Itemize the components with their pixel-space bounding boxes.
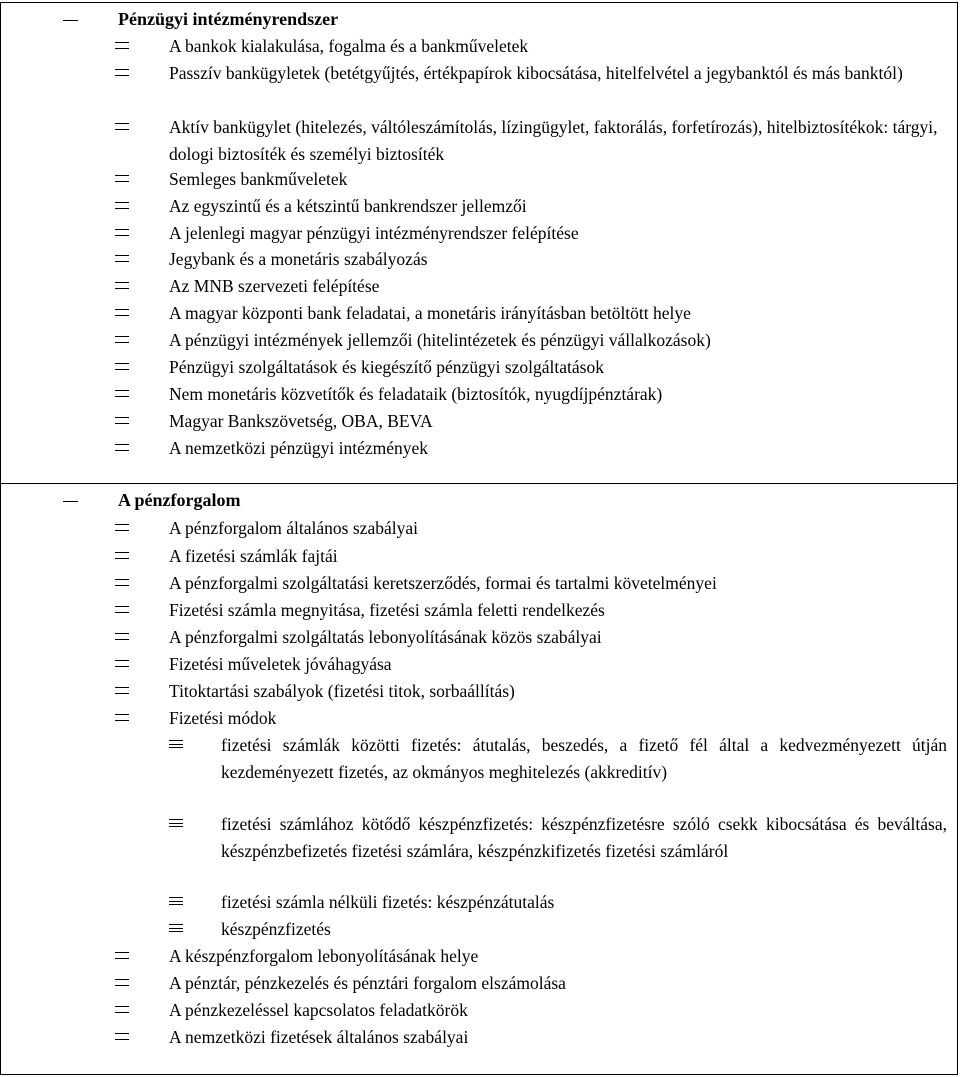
equals-bullet-icon — [115, 408, 129, 424]
equals-bullet-icon — [115, 220, 129, 236]
section-title: Pénzügyi intézményrendszer — [118, 9, 339, 29]
equals-bullet-icon — [115, 193, 129, 209]
equals-bullet-icon — [115, 166, 129, 182]
equals-bullet-icon — [115, 515, 129, 531]
equals-bullet-icon — [115, 246, 129, 262]
equals-bullet-icon — [115, 997, 129, 1013]
equals-bullet-icon — [115, 651, 129, 667]
triple-bar-bullet-icon — [169, 811, 183, 827]
equals-bullet-icon — [115, 543, 129, 559]
equals-bullet-icon — [115, 624, 129, 640]
equals-bullet-icon — [115, 60, 129, 76]
triple-bar-bullet-icon — [169, 889, 183, 905]
equals-bullet-icon — [115, 354, 129, 370]
equals-bullet-icon — [115, 943, 129, 959]
equals-bullet-icon — [115, 327, 129, 343]
equals-bullet-icon — [115, 705, 129, 721]
equals-bullet-icon — [115, 435, 129, 451]
equals-bullet-icon — [115, 300, 129, 316]
triple-bar-bullet-icon — [169, 732, 183, 748]
equals-bullet-icon — [115, 970, 129, 986]
dash-bullet-icon — [63, 501, 78, 502]
section-title: A pénzforgalom — [118, 490, 241, 510]
equals-bullet-icon — [115, 33, 129, 49]
equals-bullet-icon — [115, 1024, 129, 1040]
triple-bar-bullet-icon — [169, 916, 183, 932]
equals-bullet-icon — [115, 273, 129, 289]
equals-bullet-icon — [115, 381, 129, 397]
equals-bullet-icon — [115, 678, 129, 694]
equals-bullet-icon — [115, 570, 129, 586]
equals-bullet-icon — [115, 597, 129, 613]
dash-bullet-icon — [63, 20, 78, 21]
equals-bullet-icon — [115, 114, 129, 130]
